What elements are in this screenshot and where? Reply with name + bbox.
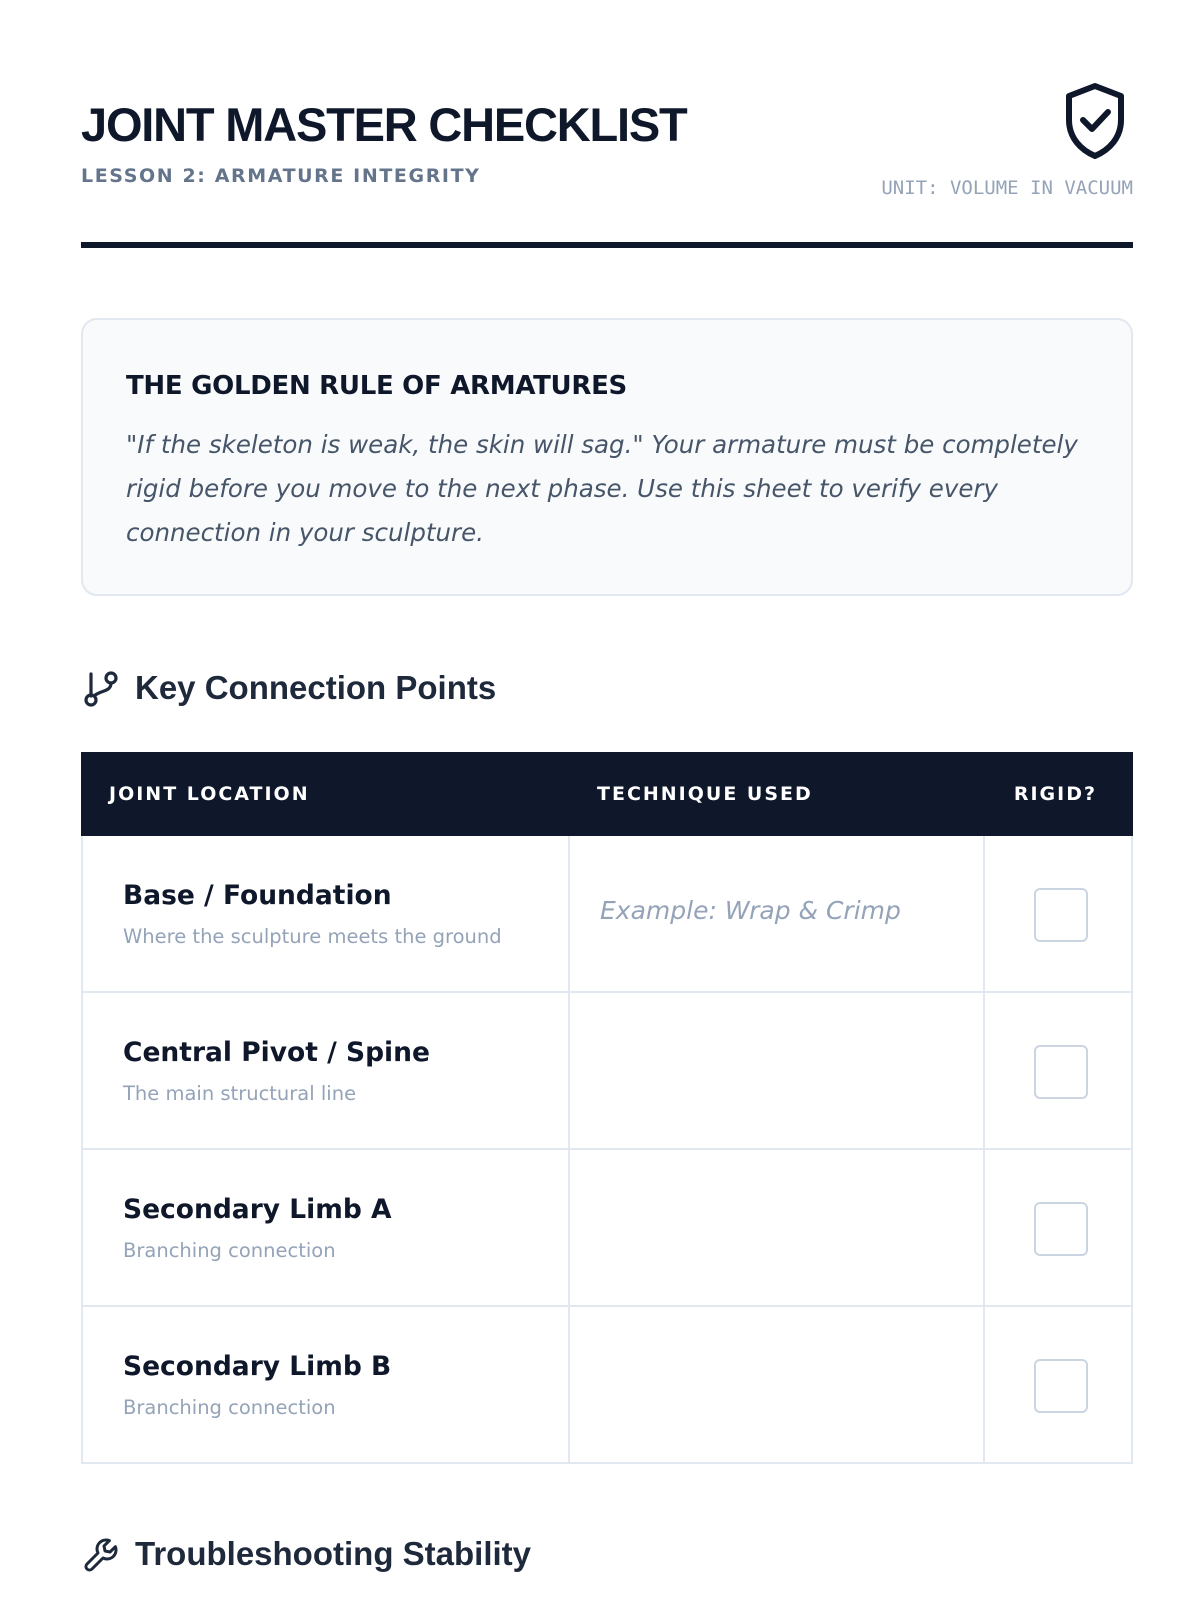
column-header-technique: TECHNIQUE USED — [597, 783, 813, 805]
git-branch-icon — [81, 668, 121, 708]
technique-input[interactable] — [600, 888, 960, 932]
column-header-joint-location: JOINT LOCATION — [109, 783, 310, 805]
page-header — [81, 0, 1133, 250]
technique-cell — [570, 836, 985, 991]
table-row — [83, 993, 1131, 1150]
technique-cell — [570, 993, 985, 1148]
rigid-checkbox[interactable] — [1034, 1359, 1088, 1413]
joint-description: Branching connection — [123, 1239, 336, 1262]
golden-rule-callout — [81, 318, 1133, 596]
table-body — [81, 836, 1133, 1464]
table-row — [83, 836, 1131, 993]
table-row — [83, 1150, 1131, 1307]
rigid-checkbox[interactable] — [1034, 1045, 1088, 1099]
page-title: JOINT MASTER CHECKLIST — [81, 98, 687, 151]
table-row — [83, 1307, 1131, 1464]
joint-location-cell — [83, 1307, 570, 1464]
joint-description: Where the sculpture meets the ground — [123, 925, 502, 948]
joint-location-cell — [83, 1150, 570, 1305]
checklist-page — [81, 0, 1133, 1600]
joint-location-cell — [83, 993, 570, 1148]
technique-input[interactable] — [600, 1202, 960, 1246]
connections-heading-text: Key Connection Points — [135, 669, 497, 706]
table-header — [81, 752, 1133, 836]
rigid-cell — [985, 836, 1131, 991]
technique-cell — [570, 1150, 985, 1305]
rigid-cell — [985, 993, 1131, 1148]
rigid-cell — [985, 1150, 1131, 1305]
joint-location-cell — [83, 836, 570, 991]
troubleshooting-section-heading — [81, 1532, 1133, 1576]
technique-input[interactable] — [600, 1359, 960, 1403]
technique-input[interactable] — [600, 1045, 960, 1089]
connections-section-heading — [81, 666, 1133, 710]
rigid-checkbox[interactable] — [1034, 1202, 1088, 1256]
header-divider — [81, 242, 1133, 248]
troubleshooting-heading-text: Troubleshooting Stability — [135, 1535, 531, 1572]
golden-rule-text: "If the skeleton is weak, the skin will sag." Your armature must be completely rigid before you move to the next phase. Use this sheet to verify every connection in your sculpture. — [126, 430, 1078, 547]
lesson-subtitle: LESSON 2: ARMATURE INTEGRITY — [81, 165, 481, 187]
column-header-rigid: RIGID? — [1013, 783, 1097, 805]
joint-name: Central Pivot / Spine — [123, 1037, 430, 1068]
joint-name: Base / Foundation — [123, 880, 392, 911]
shield-check-icon — [1063, 82, 1127, 160]
joint-name: Secondary Limb A — [123, 1194, 392, 1225]
technique-cell — [570, 1307, 985, 1464]
joint-description: The main structural line — [123, 1082, 357, 1105]
wrench-icon — [81, 1534, 121, 1574]
golden-rule-title: THE GOLDEN RULE OF ARMATURES — [126, 371, 627, 401]
joint-description: Branching connection — [123, 1396, 336, 1419]
unit-label: UNIT: VOLUME IN VACUUM — [881, 177, 1133, 199]
joint-name: Secondary Limb B — [123, 1351, 392, 1382]
rigid-checkbox[interactable] — [1034, 888, 1088, 942]
rigid-cell — [985, 1307, 1131, 1464]
